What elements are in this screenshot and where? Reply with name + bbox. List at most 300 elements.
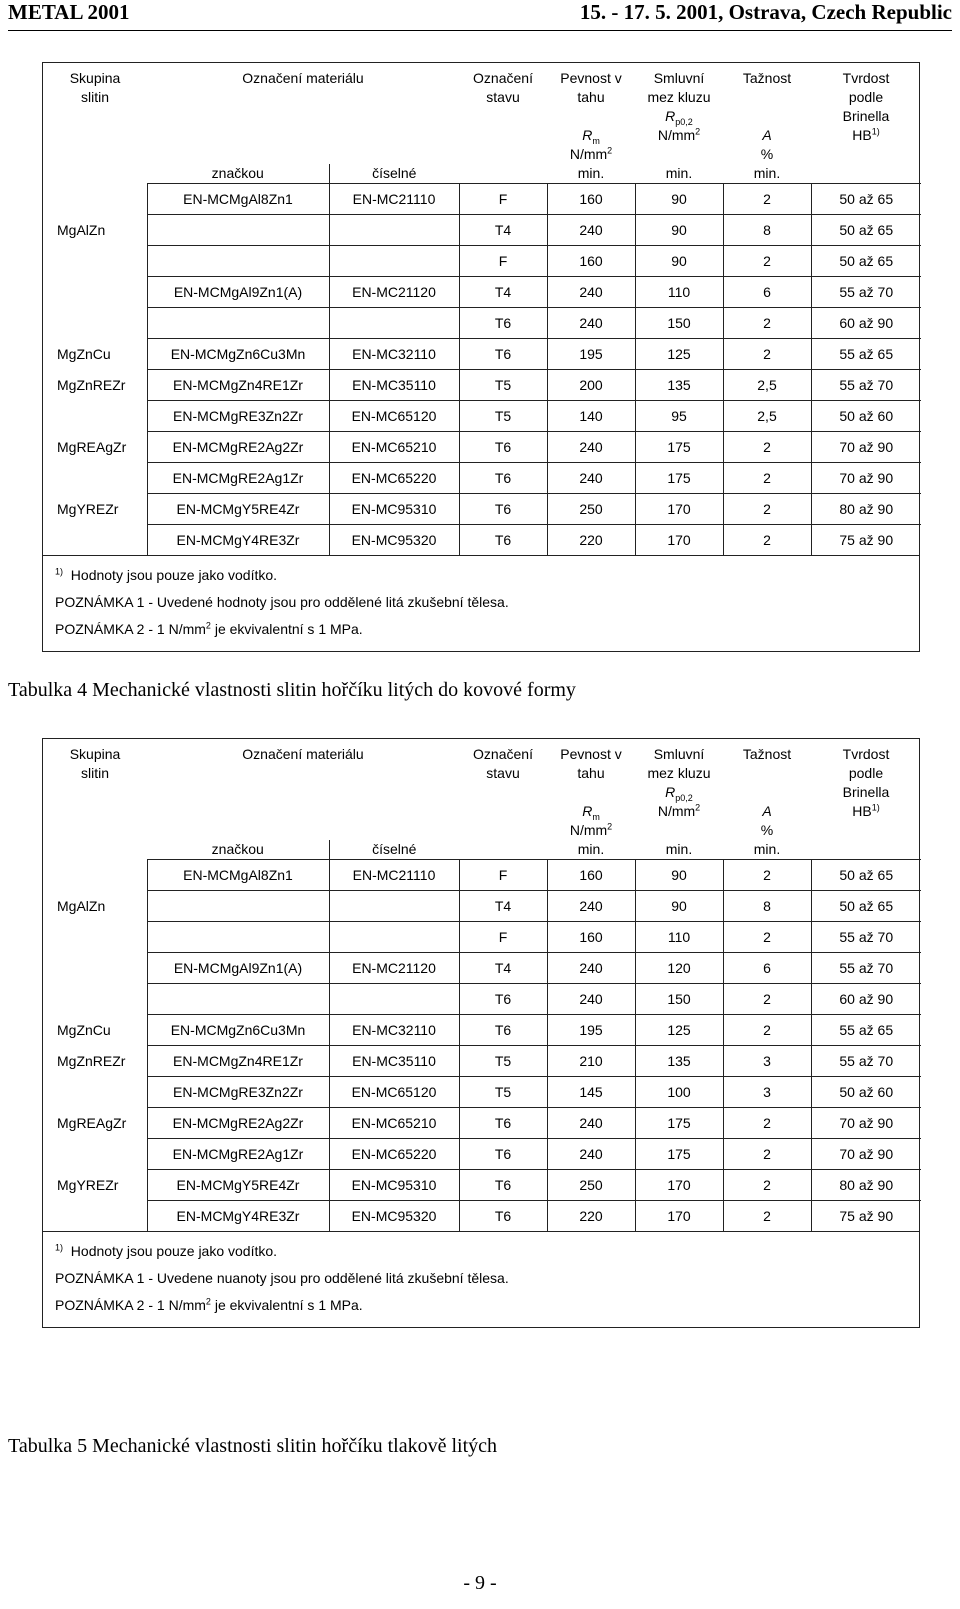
state-cell: F bbox=[459, 184, 547, 215]
elongation-cell: 2,5 bbox=[723, 370, 811, 401]
material-number-cell bbox=[329, 308, 459, 339]
page-number: - 9 - bbox=[463, 1572, 497, 1594]
alloy-group-cell bbox=[43, 1139, 147, 1170]
subheader-empty bbox=[43, 840, 147, 860]
subheader-mark: značkou bbox=[147, 840, 329, 860]
material-mark-cell: EN-MCMgRE3Zn2Zr bbox=[147, 401, 329, 432]
table-row bbox=[43, 432, 921, 463]
yield-symbol: R bbox=[665, 108, 676, 124]
hardness-cell: 70 až 90 bbox=[811, 1108, 921, 1139]
alloy-group-cell bbox=[43, 525, 147, 556]
material-mark-cell: EN-MCMgZn4RE1Zr bbox=[147, 1046, 329, 1077]
conference-name: METAL 2001 bbox=[8, 0, 130, 24]
hardness-cell: 75 až 90 bbox=[811, 1201, 921, 1232]
hardness-cell: 80 až 90 bbox=[811, 1170, 921, 1201]
subheader-state-empty bbox=[459, 840, 547, 860]
yield-strength-cell: 100 bbox=[635, 1077, 723, 1108]
subheader-mark: značkou bbox=[147, 164, 329, 184]
state-cell: T6 bbox=[459, 984, 547, 1015]
elongation-cell: 2 bbox=[723, 463, 811, 494]
header-state bbox=[459, 63, 547, 164]
hardness-cell: 50 až 65 bbox=[811, 215, 921, 246]
yield-strength-cell: 175 bbox=[635, 463, 723, 494]
table-row bbox=[43, 494, 921, 525]
elongation-cell: 2 bbox=[723, 432, 811, 463]
material-number-cell: EN-MC35110 bbox=[329, 370, 459, 401]
alloy-group-cell bbox=[43, 984, 147, 1015]
yield-symbol: R bbox=[665, 784, 676, 800]
elongation-cell: 2 bbox=[723, 339, 811, 370]
state-cell: F bbox=[459, 922, 547, 953]
elongation-cell: 6 bbox=[723, 277, 811, 308]
subheader-min: min. bbox=[577, 165, 605, 181]
material-number-cell: EN-MC65220 bbox=[329, 463, 459, 494]
hardness-cell: 50 až 65 bbox=[811, 860, 921, 891]
note-3-sup: 2 bbox=[205, 620, 211, 631]
material-number-cell: EN-MC65210 bbox=[329, 1108, 459, 1139]
material-mark-cell bbox=[147, 246, 329, 277]
material-mark-cell: EN-MCMgRE3Zn2Zr bbox=[147, 1077, 329, 1108]
header-hardness bbox=[811, 739, 921, 840]
alloy-group-cell: MgAlZn bbox=[57, 222, 106, 238]
header-group bbox=[43, 739, 147, 840]
table-row bbox=[43, 184, 921, 215]
hardness-cell: 70 až 90 bbox=[811, 463, 921, 494]
yield-strength-cell: 120 bbox=[635, 953, 723, 984]
material-mark-cell: EN-MCMgRE2Ag1Zr bbox=[147, 463, 329, 494]
hardness-cell: 50 až 60 bbox=[811, 1077, 921, 1108]
state-cell: T6 bbox=[459, 494, 547, 525]
material-number-cell: EN-MC65220 bbox=[329, 1139, 459, 1170]
state-cell: T6 bbox=[459, 308, 547, 339]
table-4 bbox=[42, 62, 920, 652]
yield-strength-cell: 125 bbox=[635, 1015, 723, 1046]
table-row bbox=[43, 308, 921, 339]
yield-strength-cell: 175 bbox=[635, 432, 723, 463]
hb-label: HB bbox=[852, 803, 872, 819]
note-remark-2 bbox=[55, 616, 907, 643]
header-material-text: Označení materiálu bbox=[242, 746, 364, 762]
table-header-row bbox=[43, 739, 921, 840]
tensile-strength-cell: 240 bbox=[547, 1139, 635, 1170]
header-elongation bbox=[723, 63, 811, 164]
conference-date-place: 15. - 17. 5. 2001, Ostrava, Czech Republic bbox=[579, 0, 952, 24]
material-number-cell: EN-MC32110 bbox=[329, 1015, 459, 1046]
alloy-group-cell bbox=[43, 308, 147, 339]
table-row bbox=[43, 525, 921, 556]
caption-table-5: Tabulka 5 Mechanické vlastnosti slitin hořčíku tlakově litých bbox=[8, 1435, 498, 1457]
material-mark-cell: EN-MCMgY5RE4Zr bbox=[147, 1170, 329, 1201]
hb-sup: 1) bbox=[871, 802, 880, 813]
yield-unit: N/mm bbox=[657, 127, 696, 143]
material-mark-cell bbox=[147, 922, 329, 953]
material-mark-cell: EN-MCMgAl9Zn1(A) bbox=[147, 953, 329, 984]
alloy-group-cell bbox=[43, 1077, 147, 1108]
yield-strength-cell: 170 bbox=[635, 494, 723, 525]
state-cell: T6 bbox=[459, 432, 547, 463]
material-mark-cell: EN-MCMgAl9Zn1(A) bbox=[147, 277, 329, 308]
tensile-strength-cell: 240 bbox=[547, 984, 635, 1015]
material-number-cell: EN-MC35110 bbox=[329, 1046, 459, 1077]
alloy-group-cell: MgAlZn bbox=[57, 898, 106, 914]
yield-strength-cell: 110 bbox=[635, 922, 723, 953]
yield-strength-cell: 90 bbox=[635, 860, 723, 891]
header-strength-text: Pevnost v tahu bbox=[560, 746, 622, 781]
alloy-group-cell: MgREAgZr bbox=[57, 1115, 127, 1131]
elongation-cell: 2 bbox=[723, 246, 811, 277]
yield-unit-sup: 2 bbox=[695, 802, 701, 813]
header-elong-text: Tažnost bbox=[742, 746, 792, 762]
material-number-cell bbox=[329, 891, 459, 922]
yield-strength-cell: 150 bbox=[635, 308, 723, 339]
elongation-cell: 8 bbox=[723, 215, 811, 246]
hardness-cell: 55 až 70 bbox=[811, 953, 921, 984]
hardness-cell: 55 až 70 bbox=[811, 370, 921, 401]
state-cell: T4 bbox=[459, 277, 547, 308]
elongation-cell: 2 bbox=[723, 308, 811, 339]
alloy-group-cell: MgYREZr bbox=[57, 1177, 119, 1193]
strength-unit-sup: 2 bbox=[607, 145, 613, 156]
alloy-group-cell: MgZnREZr bbox=[57, 377, 126, 393]
note-remark-1: POZNÁMKA 1 - Uvedene nuanoty jsou pro oddělené litá zkušební tělesa. bbox=[55, 1270, 509, 1286]
subheader-hb-empty bbox=[811, 164, 921, 184]
tensile-strength-cell: 160 bbox=[547, 922, 635, 953]
material-mark-cell bbox=[147, 984, 329, 1015]
yield-unit: N/mm bbox=[657, 803, 696, 819]
note-3b: je ekvivalentní s 1 MPa. bbox=[210, 1297, 363, 1313]
elongation-cell: 2 bbox=[723, 922, 811, 953]
note-remark-1: POZNÁMKA 1 - Uvedené hodnoty jsou pro oddělené litá zkušební tělesa. bbox=[55, 594, 509, 610]
header-material bbox=[147, 63, 459, 164]
yield-strength-cell: 150 bbox=[635, 984, 723, 1015]
note-footnote bbox=[55, 1238, 907, 1265]
tensile-strength-cell: 220 bbox=[547, 1201, 635, 1232]
hardness-cell: 75 až 90 bbox=[811, 525, 921, 556]
header-elongation bbox=[723, 739, 811, 840]
tensile-strength-cell: 210 bbox=[547, 1046, 635, 1077]
table-row bbox=[43, 1108, 921, 1139]
yield-strength-cell: 135 bbox=[635, 370, 723, 401]
header-yield-text: Smluvní mez kluzu bbox=[647, 746, 711, 781]
elongation-cell: 2 bbox=[723, 1108, 811, 1139]
caption-table-4: Tabulka 4 Mechanické vlastnosti slitin hořčíku litých do kovové formy bbox=[8, 679, 576, 701]
subheader-empty bbox=[43, 164, 147, 184]
yield-strength-cell: 170 bbox=[635, 1201, 723, 1232]
tensile-strength-cell: 160 bbox=[547, 860, 635, 891]
alloy-group-cell bbox=[43, 277, 147, 308]
hardness-cell: 50 až 60 bbox=[811, 401, 921, 432]
header-strength bbox=[547, 739, 635, 840]
header-yield-text: Smluvní mez kluzu bbox=[647, 70, 711, 105]
elongation-cell: 2 bbox=[723, 1139, 811, 1170]
tensile-strength-cell: 200 bbox=[547, 370, 635, 401]
material-number-cell bbox=[329, 215, 459, 246]
table-row bbox=[43, 215, 921, 246]
yield-strength-cell: 110 bbox=[635, 277, 723, 308]
hardness-cell: 55 až 65 bbox=[811, 339, 921, 370]
header-hardness-text: Tvrdost podle Brinella bbox=[842, 746, 890, 800]
material-mark-cell: EN-MCMgY4RE3Zr bbox=[147, 525, 329, 556]
table-subheader-row bbox=[43, 164, 921, 184]
material-number-cell: EN-MC65120 bbox=[329, 1077, 459, 1108]
state-cell: F bbox=[459, 246, 547, 277]
elong-symbol: A bbox=[762, 127, 772, 143]
note-remark-2 bbox=[55, 1292, 907, 1319]
tensile-strength-cell: 220 bbox=[547, 525, 635, 556]
state-cell: F bbox=[459, 860, 547, 891]
strength-unit: N/mm bbox=[569, 146, 608, 162]
state-cell: T6 bbox=[459, 1170, 547, 1201]
subheader-min: min. bbox=[665, 841, 693, 857]
table-row bbox=[43, 860, 921, 891]
state-cell: T6 bbox=[459, 1108, 547, 1139]
alloy-group-cell bbox=[43, 463, 147, 494]
header-strength bbox=[547, 63, 635, 164]
material-number-cell: EN-MC95310 bbox=[329, 1170, 459, 1201]
header-material bbox=[147, 739, 459, 840]
tensile-strength-cell: 240 bbox=[547, 463, 635, 494]
yield-strength-cell: 170 bbox=[635, 525, 723, 556]
material-mark-cell: EN-MCMgZn6Cu3Mn bbox=[147, 1015, 329, 1046]
alloy-group-cell bbox=[43, 246, 147, 277]
tensile-strength-cell: 240 bbox=[547, 432, 635, 463]
tensile-strength-cell: 250 bbox=[547, 1170, 635, 1201]
elongation-cell: 2 bbox=[723, 1201, 811, 1232]
hb-sup: 1) bbox=[871, 126, 880, 137]
hardness-cell: 60 až 90 bbox=[811, 308, 921, 339]
state-cell: T5 bbox=[459, 401, 547, 432]
yield-strength-cell: 170 bbox=[635, 1170, 723, 1201]
material-number-cell bbox=[329, 984, 459, 1015]
material-number-cell: EN-MC21110 bbox=[329, 184, 459, 215]
material-mark-cell: EN-MCMgY5RE4Zr bbox=[147, 494, 329, 525]
state-cell: T6 bbox=[459, 339, 547, 370]
table-row bbox=[43, 401, 921, 432]
elongation-cell: 3 bbox=[723, 1077, 811, 1108]
alloy-group-cell: MgZnCu bbox=[57, 1022, 111, 1038]
yield-strength-cell: 175 bbox=[635, 1139, 723, 1170]
table-row bbox=[43, 463, 921, 494]
yield-sub: p0,2 bbox=[675, 792, 693, 803]
tensile-strength-cell: 240 bbox=[547, 215, 635, 246]
strength-sub: m bbox=[592, 811, 600, 822]
elongation-cell: 6 bbox=[723, 953, 811, 984]
hardness-cell: 55 až 70 bbox=[811, 1046, 921, 1077]
alloy-group-cell: MgZnREZr bbox=[57, 1053, 126, 1069]
note-mark: 1) bbox=[55, 566, 64, 577]
table-5 bbox=[42, 738, 920, 1328]
table-row bbox=[43, 246, 921, 277]
hb-label: HB bbox=[852, 127, 872, 143]
note-1: Hodnoty jsou pouze jako vodítko. bbox=[70, 1243, 278, 1259]
subheader-min: min. bbox=[577, 841, 605, 857]
material-mark-cell bbox=[147, 891, 329, 922]
tensile-strength-cell: 250 bbox=[547, 494, 635, 525]
strength-unit-sup: 2 bbox=[607, 821, 613, 832]
header-elong-text: Tažnost bbox=[742, 70, 792, 86]
hardness-cell: 50 až 65 bbox=[811, 891, 921, 922]
table-row bbox=[43, 891, 921, 922]
alloy-group-cell bbox=[43, 922, 147, 953]
table-notes bbox=[43, 1231, 919, 1327]
material-mark-cell: EN-MCMgRE2Ag1Zr bbox=[147, 1139, 329, 1170]
page-header bbox=[8, 0, 952, 31]
note-mark: 1) bbox=[55, 1242, 64, 1253]
yield-strength-cell: 95 bbox=[635, 401, 723, 432]
elongation-cell: 2,5 bbox=[723, 401, 811, 432]
hardness-cell: 70 až 90 bbox=[811, 432, 921, 463]
elongation-cell: 2 bbox=[723, 1015, 811, 1046]
material-number-cell: EN-MC95320 bbox=[329, 1201, 459, 1232]
material-number-cell: EN-MC32110 bbox=[329, 339, 459, 370]
state-cell: T5 bbox=[459, 1046, 547, 1077]
table-row bbox=[43, 922, 921, 953]
tensile-strength-cell: 145 bbox=[547, 1077, 635, 1108]
subheader-min: min. bbox=[753, 165, 781, 181]
material-number-cell: EN-MC21120 bbox=[329, 277, 459, 308]
material-number-cell: EN-MC95310 bbox=[329, 494, 459, 525]
header-hardness-text: Tvrdost podle Brinella bbox=[842, 70, 890, 124]
material-number-cell: EN-MC21120 bbox=[329, 953, 459, 984]
note-3a: POZNÁMKA 2 - 1 N/mm bbox=[55, 1297, 206, 1313]
header-state-text: Označení stavu bbox=[473, 746, 533, 781]
material-mark-cell: EN-MCMgAl8Zn1 bbox=[147, 860, 329, 891]
table-row bbox=[43, 984, 921, 1015]
material-mark-cell: EN-MCMgZn4RE1Zr bbox=[147, 370, 329, 401]
state-cell: T6 bbox=[459, 525, 547, 556]
alloy-group-cell bbox=[43, 184, 147, 215]
alloy-group-cell: MgYREZr bbox=[57, 501, 119, 517]
header-strength-text: Pevnost v tahu bbox=[560, 70, 622, 105]
strength-symbol: R bbox=[582, 127, 593, 143]
state-cell: T5 bbox=[459, 370, 547, 401]
tensile-strength-cell: 195 bbox=[547, 1015, 635, 1046]
note-3a: POZNÁMKA 2 - 1 N/mm bbox=[55, 621, 206, 637]
tensile-strength-cell: 140 bbox=[547, 401, 635, 432]
material-mark-cell: EN-MCMgRE2Ag2Zr bbox=[147, 1108, 329, 1139]
table-header-row bbox=[43, 63, 921, 164]
yield-strength-cell: 90 bbox=[635, 184, 723, 215]
table-row bbox=[43, 1015, 921, 1046]
alloy-group-cell bbox=[43, 953, 147, 984]
elongation-cell: 2 bbox=[723, 860, 811, 891]
table-body bbox=[43, 184, 921, 556]
yield-unit-sup: 2 bbox=[695, 126, 701, 137]
elongation-cell: 2 bbox=[723, 184, 811, 215]
material-mark-cell: EN-MCMgY4RE3Zr bbox=[147, 1201, 329, 1232]
header-group-text: Skupina slitin bbox=[69, 70, 121, 105]
material-number-cell: EN-MC21110 bbox=[329, 860, 459, 891]
table-row bbox=[43, 277, 921, 308]
material-mark-cell: EN-MCMgAl8Zn1 bbox=[147, 184, 329, 215]
note-1: Hodnoty jsou pouze jako vodítko. bbox=[70, 567, 278, 583]
subheader-min: min. bbox=[753, 841, 781, 857]
table-row bbox=[43, 1077, 921, 1108]
yield-strength-cell: 90 bbox=[635, 246, 723, 277]
table-row bbox=[43, 1201, 921, 1232]
hardness-cell: 55 až 65 bbox=[811, 1015, 921, 1046]
note-3b: je ekvivalentní s 1 MPa. bbox=[210, 621, 363, 637]
elong-symbol: A bbox=[762, 803, 772, 819]
table-subheader-row bbox=[43, 840, 921, 860]
tensile-strength-cell: 240 bbox=[547, 953, 635, 984]
state-cell: T6 bbox=[459, 1201, 547, 1232]
table-row bbox=[43, 370, 921, 401]
subheader-hb-empty bbox=[811, 840, 921, 860]
hardness-cell: 50 až 65 bbox=[811, 184, 921, 215]
elong-unit: % bbox=[760, 146, 774, 162]
yield-strength-cell: 135 bbox=[635, 1046, 723, 1077]
material-mark-cell: EN-MCMgZn6Cu3Mn bbox=[147, 339, 329, 370]
elongation-cell: 2 bbox=[723, 1170, 811, 1201]
tensile-strength-cell: 160 bbox=[547, 246, 635, 277]
material-number-cell bbox=[329, 246, 459, 277]
tensile-strength-cell: 240 bbox=[547, 277, 635, 308]
hardness-cell: 55 až 70 bbox=[811, 277, 921, 308]
yield-strength-cell: 125 bbox=[635, 339, 723, 370]
hardness-cell: 55 až 70 bbox=[811, 922, 921, 953]
header-group-text: Skupina slitin bbox=[69, 746, 121, 781]
alloy-group-cell bbox=[43, 860, 147, 891]
table-row bbox=[43, 1139, 921, 1170]
yield-strength-cell: 175 bbox=[635, 1108, 723, 1139]
header-group bbox=[43, 63, 147, 164]
elongation-cell: 8 bbox=[723, 891, 811, 922]
table-row bbox=[43, 953, 921, 984]
material-number-cell: EN-MC95320 bbox=[329, 525, 459, 556]
table-row bbox=[43, 1170, 921, 1201]
state-cell: T4 bbox=[459, 891, 547, 922]
state-cell: T4 bbox=[459, 953, 547, 984]
table-row bbox=[43, 339, 921, 370]
elong-unit: % bbox=[760, 822, 774, 838]
header-hardness bbox=[811, 63, 921, 164]
strength-unit: N/mm bbox=[569, 822, 608, 838]
tensile-strength-cell: 240 bbox=[547, 1108, 635, 1139]
subheader-min: min. bbox=[665, 165, 693, 181]
elongation-cell: 3 bbox=[723, 1046, 811, 1077]
tensile-strength-cell: 160 bbox=[547, 184, 635, 215]
header-material-text: Označení materiálu bbox=[242, 70, 364, 86]
header-state bbox=[459, 739, 547, 840]
alloy-group-cell: MgZnCu bbox=[57, 346, 111, 362]
table-row bbox=[43, 1046, 921, 1077]
table-body bbox=[43, 860, 921, 1232]
header-yield bbox=[635, 739, 723, 840]
elongation-cell: 2 bbox=[723, 525, 811, 556]
alloy-group-cell bbox=[43, 401, 147, 432]
hardness-cell: 60 až 90 bbox=[811, 984, 921, 1015]
material-mark-cell bbox=[147, 215, 329, 246]
header-yield bbox=[635, 63, 723, 164]
note-footnote bbox=[55, 562, 907, 589]
subheader-numeric: číselné bbox=[372, 841, 417, 857]
state-cell: T6 bbox=[459, 463, 547, 494]
subheader-state-empty bbox=[459, 164, 547, 184]
strength-symbol: R bbox=[582, 803, 593, 819]
tensile-strength-cell: 195 bbox=[547, 339, 635, 370]
yield-sub: p0,2 bbox=[675, 116, 693, 127]
yield-strength-cell: 90 bbox=[635, 215, 723, 246]
hardness-cell: 80 až 90 bbox=[811, 494, 921, 525]
elongation-cell: 2 bbox=[723, 494, 811, 525]
subheader-numeric: číselné bbox=[372, 165, 417, 181]
material-number-cell: EN-MC65120 bbox=[329, 401, 459, 432]
state-cell: T4 bbox=[459, 215, 547, 246]
material-number-cell bbox=[329, 922, 459, 953]
hardness-cell: 50 až 65 bbox=[811, 246, 921, 277]
material-mark-cell bbox=[147, 308, 329, 339]
